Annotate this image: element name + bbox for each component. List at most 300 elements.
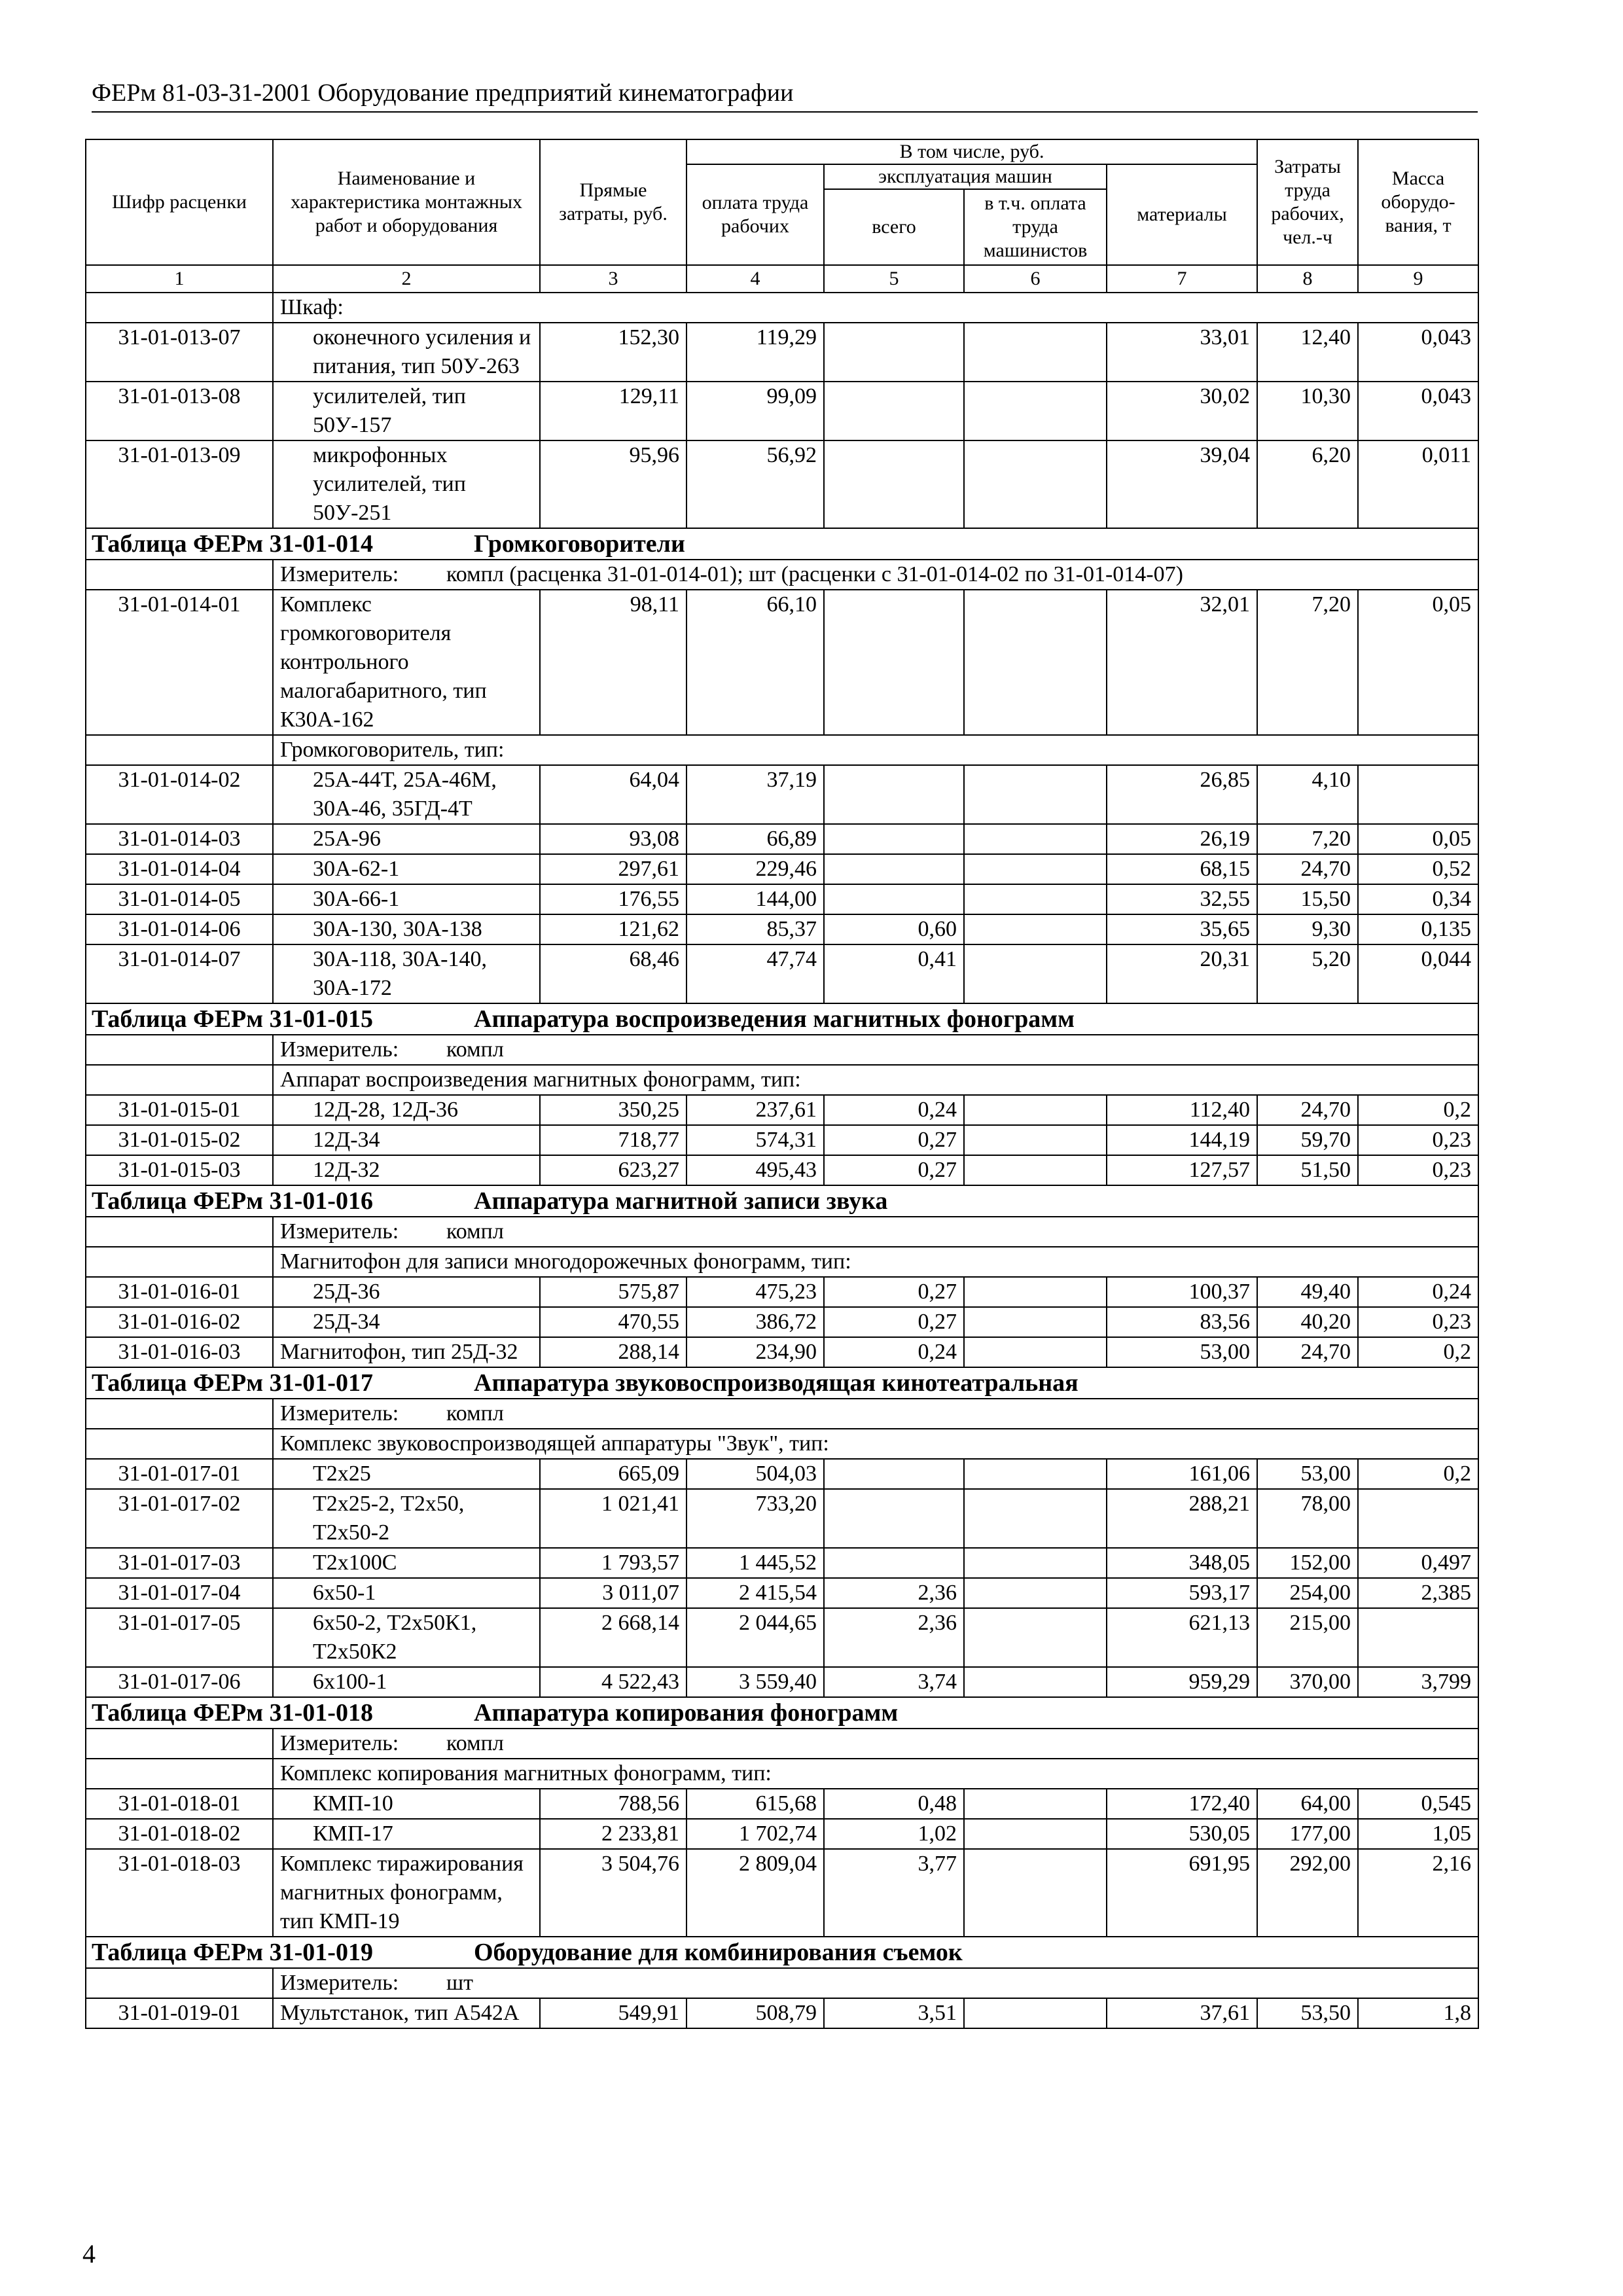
materials-cost: 53,00 — [1107, 1337, 1257, 1367]
work-name: усилителей, тип 50У-157 — [273, 382, 540, 440]
unit-row — [86, 560, 1478, 590]
group-heading-row — [86, 293, 1478, 323]
table-title-row — [86, 1003, 1478, 1035]
unit-row — [86, 1729, 1478, 1759]
rate-code: 31-01-017-01 — [86, 1459, 273, 1489]
labor-hours: 51,50 — [1257, 1155, 1358, 1185]
machines-labor — [964, 590, 1107, 735]
machines-total — [824, 1459, 964, 1489]
empty-cell — [86, 1429, 273, 1459]
labor-hours: 59,70 — [1257, 1125, 1358, 1155]
work-name: КМП-17 — [273, 1819, 540, 1849]
column-number: 4 — [687, 265, 824, 293]
labor-wages: 475,23 — [687, 1277, 824, 1307]
col-name-header: Наименование и характеристика монтажных работ и оборудования — [273, 139, 540, 265]
table-row — [86, 440, 1478, 528]
labor-hours: 49,40 — [1257, 1277, 1358, 1307]
table-title — [86, 1185, 1478, 1217]
machines-total: 0,41 — [824, 944, 964, 1003]
table-row — [86, 1459, 1478, 1489]
labor-hours: 9,30 — [1257, 914, 1358, 944]
rate-code: 31-01-016-03 — [86, 1337, 273, 1367]
work-name: Мультстанок, тип А542А — [273, 1998, 540, 2028]
table-row — [86, 1667, 1478, 1697]
labor-hours: 24,70 — [1257, 1337, 1358, 1367]
materials-cost: 959,29 — [1107, 1667, 1257, 1697]
col-machines-labor-header: в т.ч. оплата труда машинистов — [964, 189, 1107, 265]
machines-labor — [964, 914, 1107, 944]
machines-total — [824, 765, 964, 824]
empty-cell — [86, 1729, 273, 1759]
machines-total — [824, 382, 964, 440]
unit-cell — [273, 1729, 1478, 1759]
unit-row — [86, 1217, 1478, 1247]
table-title — [86, 1697, 1478, 1729]
unit-row — [86, 1035, 1478, 1065]
table-title-label: Таблица ФЕРм 31-01-015 — [92, 1005, 373, 1033]
rate-code: 31-01-017-05 — [86, 1608, 273, 1667]
table-body — [86, 293, 1478, 2028]
labor-wages: 144,00 — [687, 884, 824, 914]
machines-labor — [964, 1277, 1107, 1307]
unit-label: Измеритель: — [280, 562, 399, 586]
table-row — [86, 944, 1478, 1003]
machines-total: 1,02 — [824, 1819, 964, 1849]
labor-wages: 99,09 — [687, 382, 824, 440]
direct-costs: 623,27 — [540, 1155, 687, 1185]
unit-value: компл — [446, 1401, 504, 1426]
machines-total: 0,48 — [824, 1789, 964, 1819]
machines-total — [824, 590, 964, 735]
direct-costs: 176,55 — [540, 884, 687, 914]
direct-costs: 2 233,81 — [540, 1819, 687, 1849]
unit-cell — [273, 1968, 1478, 1998]
direct-costs: 98,11 — [540, 590, 687, 735]
table-title-text: Оборудование для комбинирования съемок — [474, 1939, 963, 1966]
equipment-mass: 2,385 — [1358, 1578, 1478, 1608]
empty-cell — [86, 1035, 273, 1065]
machines-labor — [964, 944, 1107, 1003]
direct-costs: 93,08 — [540, 824, 687, 854]
table-row — [86, 1277, 1478, 1307]
machines-total: 2,36 — [824, 1578, 964, 1608]
group-heading-row — [86, 1759, 1478, 1789]
empty-cell — [86, 1065, 273, 1095]
direct-costs: 3 504,76 — [540, 1849, 687, 1937]
machines-total: 0,27 — [824, 1307, 964, 1337]
labor-hours: 370,00 — [1257, 1667, 1358, 1697]
table-row — [86, 1548, 1478, 1578]
labor-wages: 47,74 — [687, 944, 824, 1003]
materials-cost: 593,17 — [1107, 1578, 1257, 1608]
work-name: оконечного усиления и питания, тип 50У-263 — [273, 323, 540, 382]
col-code-header: Шифр расценки — [86, 139, 273, 265]
labor-hours: 78,00 — [1257, 1489, 1358, 1548]
table-title-text: Аппаратура копирования фонограмм — [474, 1699, 899, 1727]
labor-wages: 119,29 — [687, 323, 824, 382]
column-number: 1 — [86, 265, 273, 293]
unit-label: Измеритель: — [280, 1731, 399, 1755]
table-title-label: Таблица ФЕРм 31-01-018 — [92, 1699, 373, 1727]
empty-cell — [86, 1759, 273, 1789]
rate-code: 31-01-015-02 — [86, 1125, 273, 1155]
page-number: 4 — [82, 2239, 96, 2269]
materials-cost: 26,85 — [1107, 765, 1257, 824]
group-heading-row — [86, 1247, 1478, 1277]
work-name: Т2х25-2, Т2х50, Т2х50-2 — [273, 1489, 540, 1548]
work-name: 12Д-28, 12Д-36 — [273, 1095, 540, 1125]
machines-labor — [964, 765, 1107, 824]
machines-total: 0,27 — [824, 1277, 964, 1307]
empty-cell — [86, 1247, 273, 1277]
table-title-row — [86, 528, 1478, 560]
materials-cost: 144,19 — [1107, 1125, 1257, 1155]
equipment-mass: 2,16 — [1358, 1849, 1478, 1937]
unit-label: Измеритель: — [280, 1971, 399, 1995]
equipment-mass: 0,043 — [1358, 323, 1478, 382]
direct-costs: 64,04 — [540, 765, 687, 824]
rate-code: 31-01-014-04 — [86, 854, 273, 884]
column-number: 8 — [1257, 265, 1358, 293]
direct-costs: 297,61 — [540, 854, 687, 884]
group-heading: Шкаф: — [273, 293, 1478, 323]
machines-total — [824, 1548, 964, 1578]
table-row — [86, 1789, 1478, 1819]
labor-hours: 24,70 — [1257, 1095, 1358, 1125]
machines-labor — [964, 1578, 1107, 1608]
labor-wages: 229,46 — [687, 854, 824, 884]
machines-labor — [964, 1608, 1107, 1667]
rate-code: 31-01-017-06 — [86, 1667, 273, 1697]
direct-costs: 665,09 — [540, 1459, 687, 1489]
equipment-mass — [1358, 765, 1478, 824]
labor-hours: 4,10 — [1257, 765, 1358, 824]
labor-wages: 2 044,65 — [687, 1608, 824, 1667]
page-header: ФЕРм 81-03-31-2001 Оборудование предприятий кинематографии — [92, 77, 1478, 113]
materials-cost: 37,61 — [1107, 1998, 1257, 2028]
materials-cost: 20,31 — [1107, 944, 1257, 1003]
table-title-row — [86, 1367, 1478, 1399]
machines-labor — [964, 884, 1107, 914]
empty-cell — [86, 1399, 273, 1429]
machines-total — [824, 854, 964, 884]
col-materials-header: материалы — [1107, 164, 1257, 265]
unit-cell — [273, 560, 1478, 590]
work-name: 12Д-32 — [273, 1155, 540, 1185]
unit-value: компл — [446, 1037, 504, 1062]
machines-labor — [964, 854, 1107, 884]
unit-row — [86, 1968, 1478, 1998]
direct-costs: 788,56 — [540, 1789, 687, 1819]
equipment-mass: 0,34 — [1358, 884, 1478, 914]
work-name: Магнитофон, тип 25Д-32 — [273, 1337, 540, 1367]
unit-value: шт — [446, 1971, 474, 1995]
equipment-mass: 0,24 — [1358, 1277, 1478, 1307]
column-number: 7 — [1107, 265, 1257, 293]
table-title — [86, 528, 1478, 560]
unit-label: Измеритель: — [280, 1037, 399, 1062]
direct-costs: 2 668,14 — [540, 1608, 687, 1667]
col-hours-header: Затраты труда рабочих, чел.-ч — [1257, 139, 1358, 265]
table-row — [86, 323, 1478, 382]
unit-row — [86, 1399, 1478, 1429]
table-title-label: Таблица ФЕРм 31-01-014 — [92, 530, 373, 558]
work-name: 30А-66-1 — [273, 884, 540, 914]
table-row — [86, 590, 1478, 735]
machines-total — [824, 824, 964, 854]
labor-hours: 7,20 — [1257, 590, 1358, 735]
rate-code: 31-01-013-09 — [86, 440, 273, 528]
labor-wages: 234,90 — [687, 1337, 824, 1367]
labor-hours: 5,20 — [1257, 944, 1358, 1003]
col-incl-header: В том числе, руб. — [687, 139, 1257, 164]
direct-costs: 1 021,41 — [540, 1489, 687, 1548]
materials-cost: 32,01 — [1107, 590, 1257, 735]
rate-code: 31-01-013-08 — [86, 382, 273, 440]
rate-code: 31-01-017-03 — [86, 1548, 273, 1578]
machines-total: 3,77 — [824, 1849, 964, 1937]
labor-wages: 1 445,52 — [687, 1548, 824, 1578]
machines-labor — [964, 1337, 1107, 1367]
direct-costs: 129,11 — [540, 382, 687, 440]
rate-code: 31-01-014-06 — [86, 914, 273, 944]
rate-code: 31-01-014-07 — [86, 944, 273, 1003]
machines-labor — [964, 1307, 1107, 1337]
direct-costs: 4 522,43 — [540, 1667, 687, 1697]
col-labor-header: оплата труда рабочих — [687, 164, 824, 265]
direct-costs: 470,55 — [540, 1307, 687, 1337]
labor-hours: 64,00 — [1257, 1789, 1358, 1819]
materials-cost: 100,37 — [1107, 1277, 1257, 1307]
labor-wages: 574,31 — [687, 1125, 824, 1155]
materials-cost: 26,19 — [1107, 824, 1257, 854]
labor-wages: 56,92 — [687, 440, 824, 528]
materials-cost: 33,01 — [1107, 323, 1257, 382]
rate-code: 31-01-015-01 — [86, 1095, 273, 1125]
equipment-mass: 0,545 — [1358, 1789, 1478, 1819]
labor-hours: 6,20 — [1257, 440, 1358, 528]
direct-costs: 288,14 — [540, 1337, 687, 1367]
column-number: 5 — [824, 265, 964, 293]
labor-hours: 152,00 — [1257, 1548, 1358, 1578]
col-machines-header: эксплуатация машин — [824, 164, 1107, 189]
materials-cost: 32,55 — [1107, 884, 1257, 914]
work-name: КМП-10 — [273, 1789, 540, 1819]
labor-wages: 504,03 — [687, 1459, 824, 1489]
machines-total: 3,51 — [824, 1998, 964, 2028]
labor-hours: 7,20 — [1257, 824, 1358, 854]
materials-cost: 172,40 — [1107, 1789, 1257, 1819]
table-title-label: Таблица ФЕРм 31-01-017 — [92, 1369, 373, 1397]
group-heading-row — [86, 1065, 1478, 1095]
materials-cost: 35,65 — [1107, 914, 1257, 944]
materials-cost: 112,40 — [1107, 1095, 1257, 1125]
table-row — [86, 1819, 1478, 1849]
unit-cell — [273, 1217, 1478, 1247]
machines-labor — [964, 382, 1107, 440]
table-title-text: Аппаратура магнитной записи звука — [474, 1187, 888, 1215]
materials-cost: 127,57 — [1107, 1155, 1257, 1185]
direct-costs: 549,91 — [540, 1998, 687, 2028]
labor-hours: 15,50 — [1257, 884, 1358, 914]
machines-total — [824, 440, 964, 528]
table-title-text: Аппаратура звуковоспроизводящая кинотеатральная — [474, 1369, 1079, 1397]
unit-label: Измеритель: — [280, 1401, 399, 1426]
table-row — [86, 884, 1478, 914]
work-name: 25А-44Т, 25А-46М, 30А-46, 35ГД-4Т — [273, 765, 540, 824]
equipment-mass: 0,011 — [1358, 440, 1478, 528]
labor-wages: 237,61 — [687, 1095, 824, 1125]
equipment-mass: 0,52 — [1358, 854, 1478, 884]
col-machines-total-header: всего — [824, 189, 964, 265]
table-row — [86, 382, 1478, 440]
machines-labor — [964, 1155, 1107, 1185]
group-heading: Аппарат воспроизведения магнитных фонограмм, тип: — [273, 1065, 1478, 1095]
direct-costs: 68,46 — [540, 944, 687, 1003]
equipment-mass — [1358, 1489, 1478, 1548]
rate-code: 31-01-017-02 — [86, 1489, 273, 1548]
machines-total — [824, 884, 964, 914]
materials-cost: 39,04 — [1107, 440, 1257, 528]
equipment-mass: 1,05 — [1358, 1819, 1478, 1849]
machines-labor — [964, 1125, 1107, 1155]
rate-code: 31-01-014-03 — [86, 824, 273, 854]
equipment-mass: 0,23 — [1358, 1307, 1478, 1337]
rate-code: 31-01-017-04 — [86, 1578, 273, 1608]
equipment-mass: 0,2 — [1358, 1459, 1478, 1489]
labor-wages: 37,19 — [687, 765, 824, 824]
labor-wages: 3 559,40 — [687, 1667, 824, 1697]
table-title-row — [86, 1185, 1478, 1217]
machines-labor — [964, 1095, 1107, 1125]
machines-labor — [964, 824, 1107, 854]
work-name: Комплекс громкоговорителя контрольного малогабаритного, тип К30А-162 — [273, 590, 540, 735]
table-row — [86, 1489, 1478, 1548]
equipment-mass: 0,2 — [1358, 1095, 1478, 1125]
labor-wages: 1 702,74 — [687, 1819, 824, 1849]
machines-total: 0,24 — [824, 1337, 964, 1367]
column-number: 2 — [273, 265, 540, 293]
rate-code: 31-01-016-01 — [86, 1277, 273, 1307]
rate-code: 31-01-019-01 — [86, 1998, 273, 2028]
work-name: 6х50-1 — [273, 1578, 540, 1608]
group-heading: Комплекс звуковоспроизводящей аппаратуры "Звук", тип: — [273, 1429, 1478, 1459]
empty-cell — [86, 1217, 273, 1247]
group-heading-row — [86, 1429, 1478, 1459]
rate-code: 31-01-013-07 — [86, 323, 273, 382]
work-name: 6х100-1 — [273, 1667, 540, 1697]
table-title-label: Таблица ФЕРм 31-01-016 — [92, 1187, 373, 1215]
col-mass-header: Масса оборудо-вания, т — [1358, 139, 1478, 265]
table-row — [86, 1095, 1478, 1125]
labor-wages: 2 415,54 — [687, 1578, 824, 1608]
materials-cost: 530,05 — [1107, 1819, 1257, 1849]
group-heading: Комплекс копирования магнитных фонограмм, тип: — [273, 1759, 1478, 1789]
work-name: 25Д-34 — [273, 1307, 540, 1337]
materials-cost: 621,13 — [1107, 1608, 1257, 1667]
table-row — [86, 914, 1478, 944]
materials-cost: 348,05 — [1107, 1548, 1257, 1578]
labor-wages: 66,89 — [687, 824, 824, 854]
labor-hours: 53,00 — [1257, 1459, 1358, 1489]
column-numbers-row — [86, 265, 1478, 293]
labor-wages: 508,79 — [687, 1998, 824, 2028]
machines-labor — [964, 1489, 1107, 1548]
table-row — [86, 1307, 1478, 1337]
machines-labor — [964, 1459, 1107, 1489]
empty-cell — [86, 735, 273, 765]
equipment-mass: 0,23 — [1358, 1125, 1478, 1155]
labor-hours: 215,00 — [1257, 1608, 1358, 1667]
direct-costs: 121,62 — [540, 914, 687, 944]
group-heading: Громкоговоритель, тип: — [273, 735, 1478, 765]
work-name: Т2х100С — [273, 1548, 540, 1578]
labor-hours: 24,70 — [1257, 854, 1358, 884]
work-name: 30А-118, 30А-140, 30А-172 — [273, 944, 540, 1003]
machines-total: 0,60 — [824, 914, 964, 944]
table-title-label: Таблица ФЕРм 31-01-019 — [92, 1939, 373, 1966]
materials-cost: 691,95 — [1107, 1849, 1257, 1937]
equipment-mass: 0,043 — [1358, 382, 1478, 440]
rate-code: 31-01-018-03 — [86, 1849, 273, 1937]
table-row — [86, 1608, 1478, 1667]
unit-value: компл — [446, 1731, 504, 1755]
direct-costs: 575,87 — [540, 1277, 687, 1307]
labor-wages: 85,37 — [687, 914, 824, 944]
work-name: Т2х25 — [273, 1459, 540, 1489]
unit-value: компл — [446, 1219, 504, 1244]
labor-hours: 292,00 — [1257, 1849, 1358, 1937]
labor-wages: 615,68 — [687, 1789, 824, 1819]
equipment-mass: 0,05 — [1358, 590, 1478, 735]
machines-total — [824, 323, 964, 382]
rate-code: 31-01-014-01 — [86, 590, 273, 735]
col-direct-header: Прямые затраты, руб. — [540, 139, 687, 265]
direct-costs: 718,77 — [540, 1125, 687, 1155]
labor-hours: 254,00 — [1257, 1578, 1358, 1608]
equipment-mass: 0,23 — [1358, 1155, 1478, 1185]
table-title — [86, 1367, 1478, 1399]
equipment-mass: 0,044 — [1358, 944, 1478, 1003]
table-row — [86, 1125, 1478, 1155]
machines-labor — [964, 1789, 1107, 1819]
machines-labor — [964, 323, 1107, 382]
table-title-row — [86, 1937, 1478, 1968]
table-row — [86, 765, 1478, 824]
machines-labor — [964, 1849, 1107, 1937]
machines-labor — [964, 1667, 1107, 1697]
labor-hours: 10,30 — [1257, 382, 1358, 440]
table-title-text: Аппаратура воспроизведения магнитных фонограмм — [474, 1005, 1075, 1033]
labor-wages: 2 809,04 — [687, 1849, 824, 1937]
machines-labor — [964, 1998, 1107, 2028]
rate-code: 31-01-014-05 — [86, 884, 273, 914]
direct-costs: 3 011,07 — [540, 1578, 687, 1608]
machines-total — [824, 1489, 964, 1548]
equipment-mass: 0,05 — [1358, 824, 1478, 854]
labor-wages: 66,10 — [687, 590, 824, 735]
machines-total: 2,36 — [824, 1608, 964, 1667]
table-title — [86, 1937, 1478, 1968]
equipment-mass: 0,497 — [1358, 1548, 1478, 1578]
equipment-mass: 0,135 — [1358, 914, 1478, 944]
machines-total: 0,27 — [824, 1125, 964, 1155]
table-header — [86, 139, 1478, 293]
table-row — [86, 1578, 1478, 1608]
direct-costs: 350,25 — [540, 1095, 687, 1125]
labor-wages: 733,20 — [687, 1489, 824, 1548]
rate-code: 31-01-018-01 — [86, 1789, 273, 1819]
